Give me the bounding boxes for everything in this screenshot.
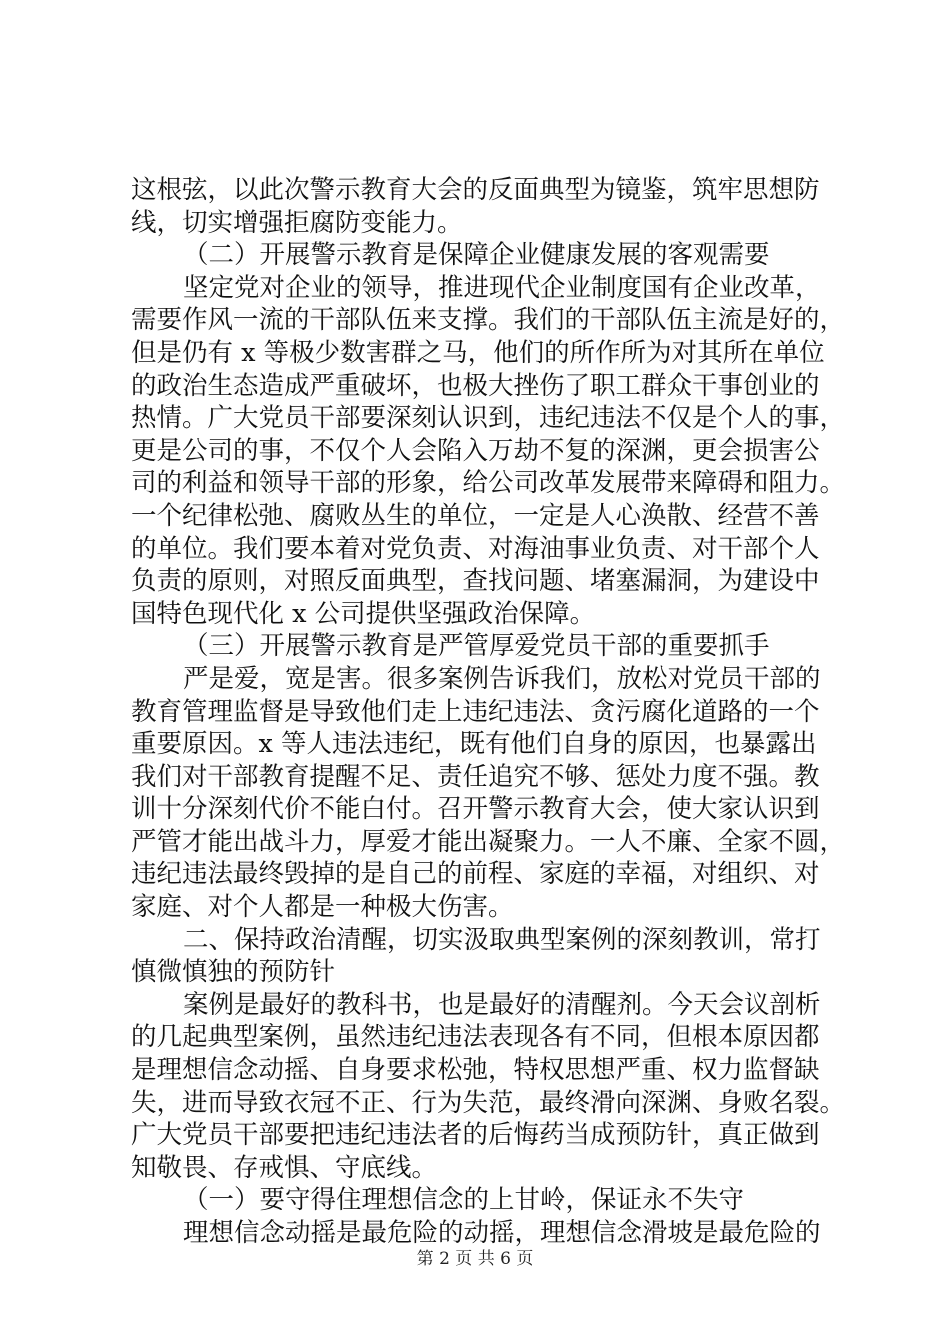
text-line: 热情。广大党员干部要深刻认识到，违纪违法不仅是个人的事， [131,403,846,434]
text-line: 但是仍有 x 等极少数害群之马，他们的所作所为对其所在单位 [131,337,825,368]
text-line: 训十分深刻代价不能白付。召开警示教育大会，使大家认识到 [131,794,820,825]
text-line: 严管才能出战斗力，厚爱才能出凝聚力。一人不廉、全家不圆， [131,826,846,857]
text-line: （二）开展警示教育是保障企业健康发展的客观需要 [183,240,770,271]
text-line: 案例是最好的教科书，也是最好的清醒剂。今天会议剖析 [183,989,821,1020]
text-line: 这根弦，以此次警示教育大会的反面典型为镜鉴，筑牢思想防 [131,175,820,205]
text-line: 需要作风一流的干部队伍来支撑。我们的干部队伍主流是好的， [131,305,846,336]
text-line: 慎微慎独的预防针 [131,957,336,988]
text-line: 严是爱，宽是害。很多案例告诉我们，放松对党员干部的 [183,663,821,694]
text-line: （三）开展警示教育是严管厚爱党员干部的重要抓手 [183,631,770,662]
text-line: 失，进而导致衣冠不正、行为失范，最终滑向深渊、身败名裂。 [131,1087,846,1118]
text-line: 违纪违法最终毁掉的是自己的前程、家庭的幸福，对组织、对 [131,859,820,890]
text-line: 的单位。我们要本着对党负责、对海油事业负责、对干部个人 [131,533,820,564]
text-line: （一）要守得住理想信念的上甘岭，保证永不失守 [183,1185,745,1216]
text-line: 教育管理监督是导致他们走上违纪违法、贪污腐化道路的一个 [131,696,820,727]
text-line: 线，切实增强拒腐防变能力。 [131,207,463,238]
text-line: 知敬畏、存戒惧、守底线。 [131,1152,438,1183]
text-line: 广大党员干部要把违纪违法者的后悔药当成预防针，真正做到 [131,1120,820,1151]
text-line: 理想信念动摇是最危险的动摇，理想信念滑坡是最危险的 [183,1218,821,1248]
text-line: 一个纪律松弛、腐败丛生的单位，一定是人心涣散、经营不善 [131,500,820,531]
text-line: 的几起典型案例，虽然违纪违法表现各有不同，但根本原因都 [131,1022,820,1053]
text-line: 国特色现代化 x 公司提供坚强政治保障。 [131,598,596,629]
text-line: 重要原因。x 等人违法违纪，既有他们自身的原因，也暴露出 [131,729,817,760]
text-line: 我们对干部教育提醒不足、责任追究不够、惩处力度不强。教 [131,761,820,792]
text-line: 是理想信念动摇、自身要求松弛，特权思想严重、权力监督缺 [131,1055,820,1086]
text-line: 负责的原则，对照反面典型，查找问题、堵塞漏洞，为建设中 [131,566,820,597]
text-line: 家庭、对个人都是一种极大伤害。 [131,892,514,923]
text-line: 二、保持政治清醒，切实汲取典型案例的深刻教训，常打 [183,924,821,955]
document-body [131,174,846,1250]
page-footer: 第 2 页 共 6 页 [416,1249,534,1269]
text-line: 更是公司的事，不仅个人会陷入万劫不复的深渊，更会损害公 [131,435,820,466]
text-line: 的政治生态造成严重破坏，也极大挫伤了职工群众干事创业的 [131,370,820,401]
text-line: 坚定党对企业的领导，推进现代企业制度国有企业改革， [183,272,821,303]
text-line: 司的利益和领导干部的形象，给公司改革发展带来障碍和阻力。 [131,468,846,499]
